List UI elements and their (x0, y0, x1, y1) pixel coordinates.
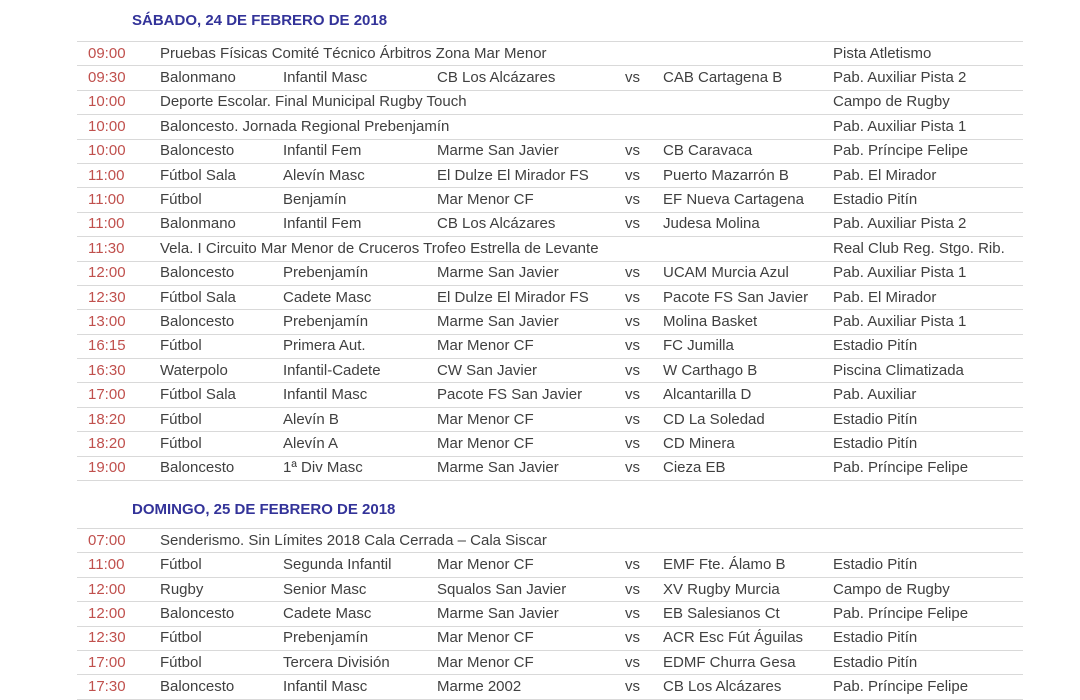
section-rows (77, 528, 1023, 700)
event-row (77, 528, 1023, 552)
venue-cell: Estadio Pitín (833, 434, 918, 452)
venue-cell: Piscina Climatizada (833, 361, 964, 379)
home-team-cell: El Dulze El Mirador FS (437, 166, 589, 184)
sport-cell: Baloncesto (160, 312, 235, 330)
day-section (77, 12, 1023, 481)
away-team-cell: EDMF Churra Gesa (663, 653, 796, 671)
venue-cell: Pab. Auxiliar Pista 1 (833, 264, 967, 282)
category-cell: Infantil Masc (283, 69, 368, 87)
away-team-cell: UCAM Murcia Azul (663, 264, 789, 282)
away-team-cell: CD La Soledad (663, 410, 765, 428)
sport-cell: Rugby (160, 580, 204, 598)
time-cell: 11:00 (88, 556, 125, 574)
away-team-cell: Puerto Mazarrón B (663, 166, 789, 184)
time-cell: 11:00 (88, 215, 125, 233)
event-description-cell: Pruebas Físicas Comité Técnico Árbitros Zona Mar Menor (160, 44, 547, 62)
away-team-cell: CD Minera (663, 434, 735, 452)
match-row (77, 674, 1023, 698)
time-cell: 10:00 (88, 117, 126, 135)
home-team-cell: Marme San Javier (437, 312, 559, 330)
away-team-cell: ACR Esc Fút Águilas (663, 629, 804, 647)
event-description-cell: Senderismo. Sin Límites 2018 Cala Cerrada – Cala Siscar (160, 531, 547, 549)
home-team-cell: El Dulze El Mirador FS (437, 288, 589, 306)
time-cell: 12:30 (88, 629, 126, 647)
time-cell: 11:00 (88, 166, 125, 184)
match-row (77, 334, 1023, 358)
vs-label: vs (625, 556, 640, 574)
match-row (77, 187, 1023, 211)
away-team-cell: W Carthago B (663, 361, 758, 379)
match-row (77, 261, 1023, 285)
sports-schedule-document (0, 12, 1080, 696)
home-team-cell: Marme San Javier (437, 604, 559, 622)
time-cell: 11:30 (88, 239, 125, 257)
category-cell: Infantil Fem (283, 215, 362, 233)
category-cell: Infantil Masc (283, 678, 368, 696)
category-cell: Prebenjamín (283, 629, 369, 647)
category-cell: Cadete Masc (283, 604, 372, 622)
home-team-cell: CB Los Alcázares (437, 215, 556, 233)
venue-cell: Pab. Auxiliar Pista 2 (833, 69, 967, 87)
sport-cell: Fútbol Sala (160, 166, 236, 184)
vs-label: vs (625, 288, 640, 306)
away-team-cell: Alcantarilla D (663, 386, 752, 404)
vs-label: vs (625, 264, 640, 282)
sport-cell: Fútbol (160, 653, 202, 671)
category-cell: Infantil Fem (283, 142, 362, 160)
sport-cell: Fútbol Sala (160, 288, 236, 306)
category-cell: Primera Aut. (283, 337, 366, 355)
venue-cell: Pista Atletismo (833, 44, 932, 62)
away-team-cell: Cieza EB (663, 459, 726, 477)
category-cell: Benjamín (283, 191, 347, 209)
vs-label: vs (625, 215, 640, 233)
category-cell: Senior Masc (283, 580, 367, 598)
home-team-cell: Marme 2002 (437, 678, 522, 696)
venue-cell: Pab. Auxiliar Pista 1 (833, 117, 967, 135)
sport-cell: Waterpolo (160, 361, 228, 379)
vs-label: vs (625, 459, 640, 477)
home-team-cell: CW San Javier (437, 361, 538, 379)
home-team-cell: Mar Menor CF (437, 556, 534, 574)
vs-label: vs (625, 337, 640, 355)
sport-cell: Fútbol (160, 337, 202, 355)
vs-label: vs (625, 386, 640, 404)
sport-cell: Fútbol (160, 191, 202, 209)
match-row (77, 139, 1023, 163)
vs-label: vs (625, 142, 640, 160)
sport-cell: Balonmano (160, 69, 236, 87)
time-cell: 12:00 (88, 604, 126, 622)
sport-cell: Baloncesto (160, 604, 235, 622)
match-row (77, 212, 1023, 236)
sport-cell: Fútbol (160, 629, 202, 647)
vs-label: vs (625, 678, 640, 696)
category-cell: Alevín Masc (283, 166, 365, 184)
time-cell: 17:30 (88, 678, 126, 696)
venue-cell: Campo de Rugby (833, 580, 950, 598)
schedule-table (77, 12, 1023, 700)
match-row (77, 626, 1023, 650)
vs-label: vs (625, 604, 640, 622)
venue-cell: Estadio Pitín (833, 337, 918, 355)
time-cell: 12:00 (88, 264, 126, 282)
venue-cell: Pab. Príncipe Felipe (833, 604, 969, 622)
match-row (77, 552, 1023, 576)
day-section (77, 501, 1023, 700)
away-team-cell: CB Caravaca (663, 142, 753, 160)
home-team-cell: Mar Menor CF (437, 434, 534, 452)
vs-label: vs (625, 580, 640, 598)
time-cell: 17:00 (88, 386, 126, 404)
match-row (77, 456, 1023, 480)
match-row (77, 358, 1023, 382)
time-cell: 18:20 (88, 410, 126, 428)
home-team-cell: Mar Menor CF (437, 410, 534, 428)
event-description-cell: Deporte Escolar. Final Municipal Rugby Touch (160, 93, 467, 111)
match-row (77, 285, 1023, 309)
sport-cell: Baloncesto (160, 459, 235, 477)
vs-label: vs (625, 69, 640, 87)
vs-label: vs (625, 629, 640, 647)
event-description-cell: Vela. I Circuito Mar Menor de Cruceros Trofeo Estrella de Levante (160, 239, 599, 257)
venue-cell: Estadio Pitín (833, 653, 918, 671)
event-row (77, 236, 1023, 260)
time-cell: 12:30 (88, 288, 126, 306)
time-cell: 16:30 (88, 361, 126, 379)
sport-cell: Balonmano (160, 215, 236, 233)
match-row (77, 431, 1023, 455)
venue-cell: Estadio Pitín (833, 410, 918, 428)
category-cell: Cadete Masc (283, 288, 372, 306)
match-row (77, 407, 1023, 431)
venue-cell: Estadio Pitín (833, 629, 918, 647)
home-team-cell: Marme San Javier (437, 459, 559, 477)
time-cell: 11:00 (88, 191, 125, 209)
venue-cell: Estadio Pitín (833, 191, 918, 209)
match-row (77, 382, 1023, 406)
home-team-cell: Marme San Javier (437, 142, 559, 160)
away-team-cell: XV Rugby Murcia (663, 580, 780, 598)
time-cell: 19:00 (88, 459, 126, 477)
venue-cell: Real Club Reg. Stgo. Rib. (833, 239, 1005, 257)
venue-cell: Pab. Príncipe Felipe (833, 142, 969, 160)
time-cell: 13:00 (88, 312, 126, 330)
venue-cell: Pab. Príncipe Felipe (833, 459, 969, 477)
match-row (77, 577, 1023, 601)
category-cell: Infantil Masc (283, 386, 368, 404)
sport-cell: Fútbol (160, 410, 202, 428)
vs-label: vs (625, 410, 640, 428)
sport-cell: Baloncesto (160, 264, 235, 282)
category-cell: Infantil-Cadete (283, 361, 381, 379)
venue-cell: Pab. El Mirador (833, 288, 937, 306)
home-team-cell: Mar Menor CF (437, 191, 534, 209)
away-team-cell: CB Los Alcázares (663, 678, 782, 696)
time-cell: 10:00 (88, 142, 126, 160)
vs-label: vs (625, 361, 640, 379)
home-team-cell: Mar Menor CF (437, 337, 534, 355)
time-cell: 18:20 (88, 434, 126, 452)
away-team-cell: CAB Cartagena B (663, 69, 783, 87)
away-team-cell: EMF Fte. Álamo B (663, 556, 786, 574)
venue-cell: Campo de Rugby (833, 93, 950, 111)
vs-label: vs (625, 191, 640, 209)
home-team-cell: Marme San Javier (437, 264, 559, 282)
category-cell: Segunda Infantil (283, 556, 392, 574)
category-cell: Alevín B (283, 410, 339, 428)
vs-label: vs (625, 434, 640, 452)
vs-label: vs (625, 166, 640, 184)
match-row (77, 650, 1023, 674)
section-title: SÁBADO, 24 DE FEBRERO DE 2018 (132, 12, 388, 29)
category-cell: Alevín A (283, 434, 339, 452)
home-team-cell: Pacote FS San Javier (437, 386, 583, 404)
section-title: DOMINGO, 25 DE FEBRERO DE 2018 (132, 501, 396, 519)
home-team-cell: Mar Menor CF (437, 653, 534, 671)
sport-cell: Baloncesto (160, 142, 235, 160)
venue-cell: Estadio Pitín (833, 556, 918, 574)
venue-cell: Pab. El Mirador (833, 166, 937, 184)
category-cell: 1ª Div Masc (283, 459, 363, 477)
venue-cell: Pab. Auxiliar Pista 1 (833, 312, 967, 330)
vs-label: vs (625, 312, 640, 330)
match-row (77, 163, 1023, 187)
venue-cell: Pab. Príncipe Felipe (833, 678, 969, 696)
category-cell: Tercera División (283, 653, 390, 671)
away-team-cell: Molina Basket (663, 312, 758, 330)
time-cell: 07:00 (88, 531, 126, 549)
sport-cell: Fútbol (160, 556, 202, 574)
section-rows (77, 41, 1023, 481)
time-cell: 12:00 (88, 580, 126, 598)
away-team-cell: EB Salesianos Ct (663, 604, 780, 622)
time-cell: 10:00 (88, 93, 126, 111)
category-cell: Prebenjamín (283, 312, 369, 330)
sport-cell: Baloncesto (160, 678, 235, 696)
home-team-cell: Mar Menor CF (437, 629, 534, 647)
time-cell: 09:30 (88, 69, 126, 87)
sport-cell: Fútbol (160, 434, 202, 452)
away-team-cell: FC Jumilla (663, 337, 734, 355)
match-row (77, 65, 1023, 89)
away-team-cell: Judesa Molina (663, 215, 760, 233)
event-row (77, 114, 1023, 138)
venue-cell: Pab. Auxiliar Pista 2 (833, 215, 967, 233)
away-team-cell: EF Nueva Cartagena (663, 191, 804, 209)
match-row (77, 309, 1023, 333)
away-team-cell: Pacote FS San Javier (663, 288, 809, 306)
event-description-cell: Baloncesto. Jornada Regional Prebenjamín (160, 117, 450, 135)
home-team-cell: Squalos San Javier (437, 580, 567, 598)
venue-cell: Pab. Auxiliar (833, 386, 917, 404)
home-team-cell: CB Los Alcázares (437, 69, 556, 87)
time-cell: 16:15 (88, 337, 126, 355)
event-row (77, 41, 1023, 65)
time-cell: 09:00 (88, 44, 126, 62)
sport-cell: Fútbol Sala (160, 386, 236, 404)
match-row (77, 601, 1023, 625)
vs-label: vs (625, 653, 640, 671)
category-cell: Prebenjamín (283, 264, 369, 282)
event-row (77, 90, 1023, 114)
time-cell: 17:00 (88, 653, 126, 671)
